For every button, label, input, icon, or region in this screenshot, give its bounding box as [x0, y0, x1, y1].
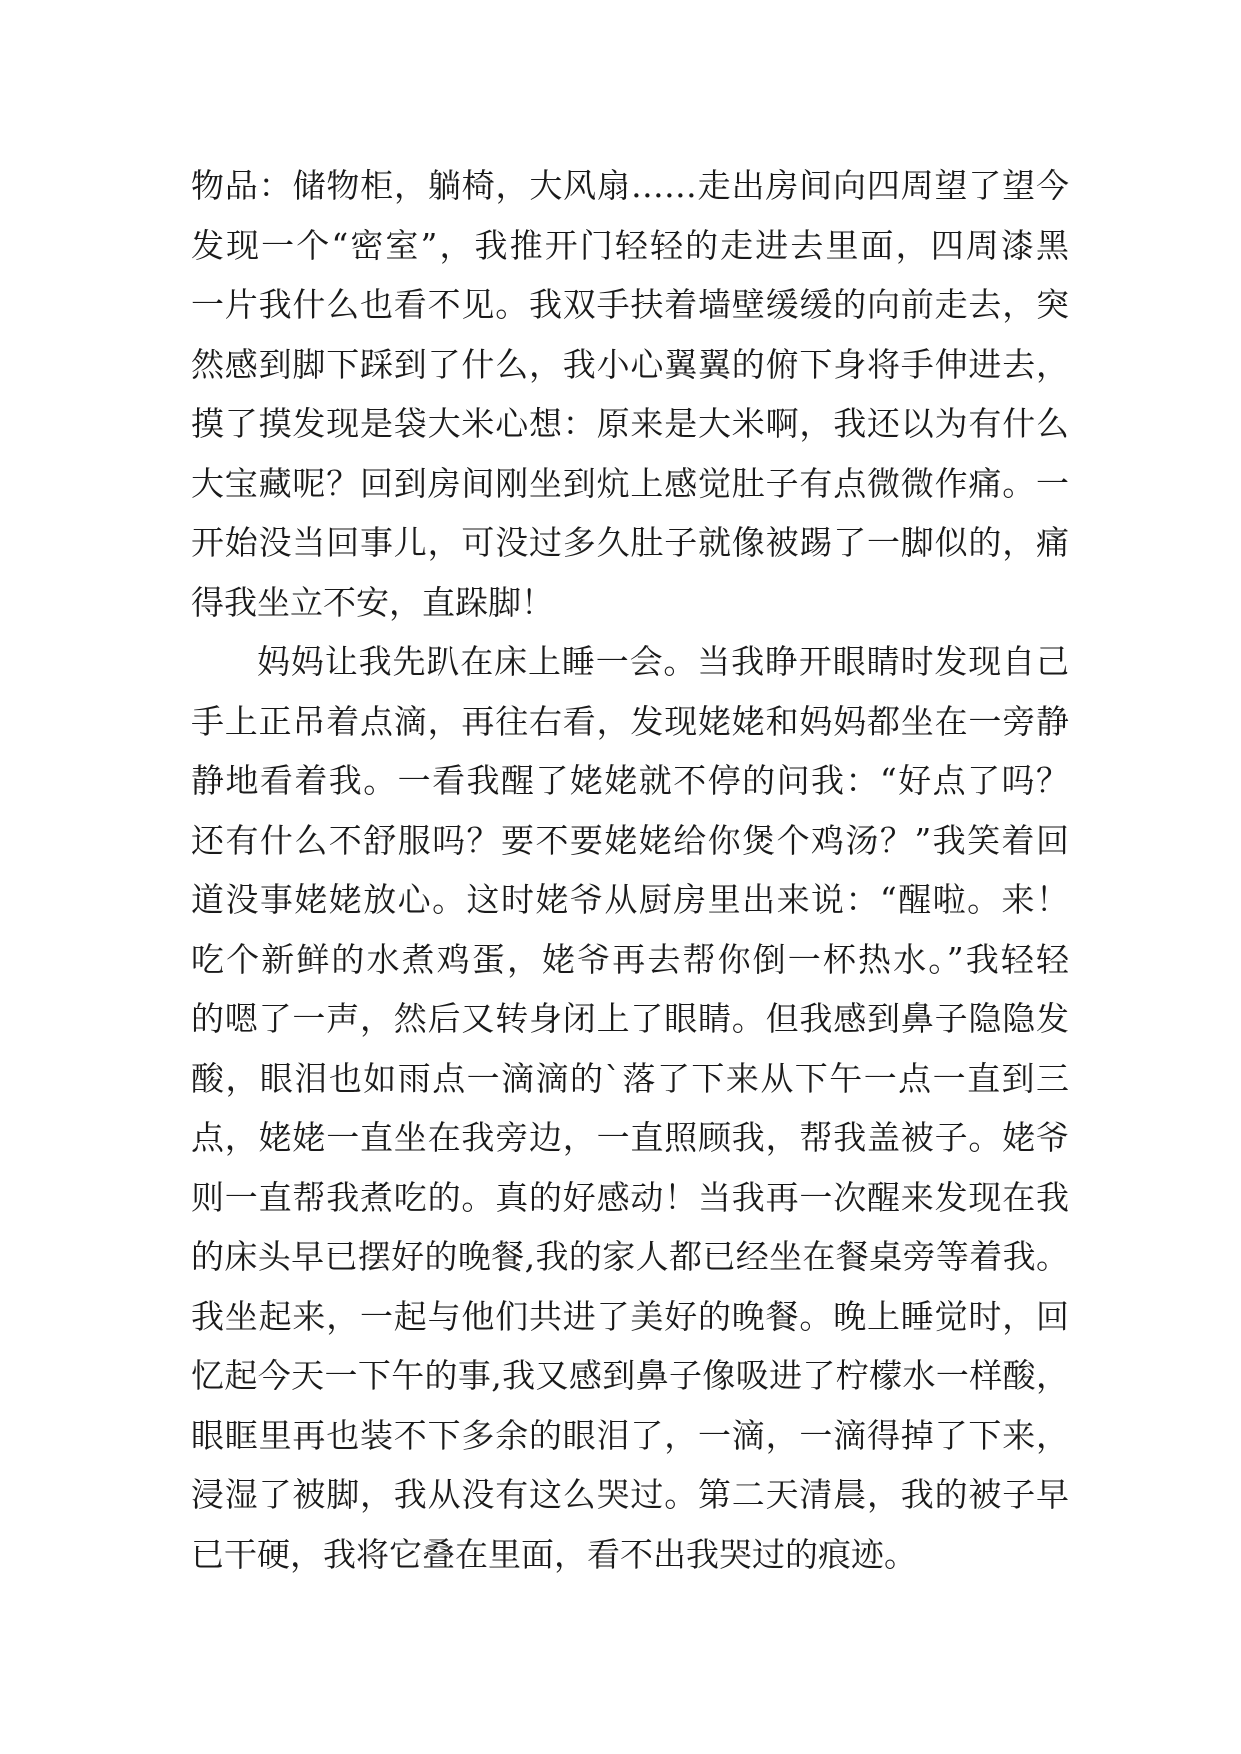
text-line: 一片我什么也看不见。我双手扶着墙壁缓缓的向前走去，突: [191, 285, 1069, 324]
text-line: 大宝藏呢？回到房间刚坐到炕上感觉肚子有点微微作痛。一: [191, 463, 1069, 503]
text-line: 发现一个“密室”，我推开门轻轻的走进去里面，四周漆黑: [191, 225, 1069, 265]
paragraph-2: [191, 632, 1069, 1584]
text-line: 摸了摸发现是袋大米心想：原来是大米啊，我还以为有什么: [191, 404, 1069, 443]
text-line: 道没事姥姥放心。这时姥爷从厨房里出来说：“醒啦。来！: [191, 880, 1069, 919]
text-line: 的床头早已摆好的晚餐,我的家人都已经坐在餐桌旁等着我。: [191, 1237, 1069, 1276]
text-line: 得我坐立不安，直跺脚！: [191, 582, 554, 622]
text-line: 然感到脚下踩到了什么，我小心翼翼的俯下身将手伸进去，: [191, 344, 1069, 384]
text-line: 妈妈让我先趴在床上睡一会。当我睁开眼睛时发现自己: [257, 642, 1069, 681]
paragraph-1: [191, 156, 1069, 632]
text-line: 手上正吊着点滴，再往右看，发现姥姥和妈妈都坐在一旁静: [191, 701, 1069, 741]
text-line: 点，姥姥一直坐在我旁边，一直照顾我，帮我盖被子。姥爷: [191, 1118, 1069, 1157]
text-line: 吃个新鲜的水煮鸡蛋，姥爷再去帮你倒一杯热水。”我轻轻: [191, 939, 1069, 979]
text-line: 的嗯了一声，然后又转身闭上了眼睛。但我感到鼻子隐隐发: [191, 999, 1069, 1038]
text-line: 浸湿了被脚，我从没有这么哭过。第二天清晨，我的被子早: [191, 1475, 1069, 1514]
text-line: 酸，眼泪也如雨点一滴滴的`落了下来从下午一点一直到三: [191, 1058, 1069, 1098]
text-line: 忆起今天一下午的事,我又感到鼻子像吸进了柠檬水一样酸，: [191, 1356, 1069, 1395]
text-line: 则一直帮我煮吃的。真的好感动！当我再一次醒来发现在我: [191, 1177, 1069, 1217]
text-line: 已干硬，我将它叠在里面，看不出我哭过的痕迹。: [191, 1534, 917, 1574]
text-line: 静地看着我。一看我醒了姥姥就不停的问我：“好点了吗？: [191, 761, 1069, 800]
text-line: 物品：储物柜，躺椅，大风扇……走出房间向四周望了望今: [191, 166, 1069, 205]
body-text: [191, 156, 1069, 1584]
text-line: 我坐起来，一起与他们共进了美好的晚餐。晚上睡觉时，回: [191, 1296, 1069, 1336]
text-line: 眼眶里再也装不下多余的眼泪了，一滴，一滴得掉了下来，: [191, 1415, 1069, 1455]
text-line: 还有什么不舒服吗？要不要姥姥给你煲个鸡汤？”我笑着回: [191, 820, 1069, 860]
text-line: 开始没当回事儿，可没过多久肚子就像被踢了一脚似的，痛: [191, 523, 1069, 562]
